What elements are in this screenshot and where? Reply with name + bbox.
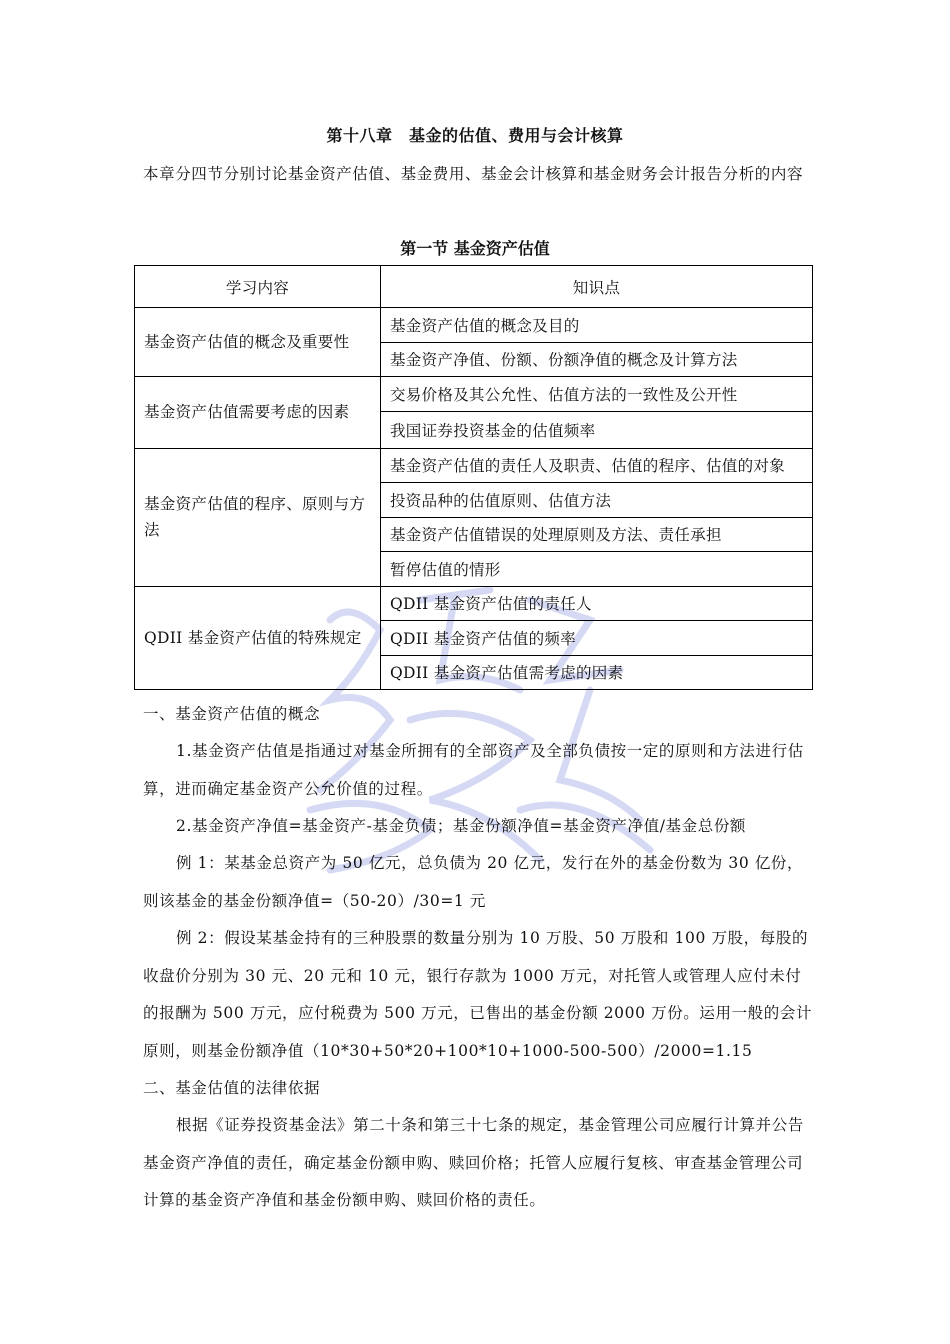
- heading-concept: 一、基金资产估值的概念: [143, 705, 321, 723]
- table-point-cell: QDII 基金资产估值的频率: [381, 621, 813, 656]
- column-header-topic: 学习内容: [135, 266, 381, 308]
- table-point-cell: 暂停估值的情形: [381, 552, 813, 587]
- table-point-cell: 我国证券投资基金的估值频率: [381, 411, 813, 448]
- paragraph-formula: 2.基金资产净值=基金资产-基金负债；基金份额净值=基金资产净值/基金总份额: [176, 817, 747, 835]
- chapter-intro: 本章分四节分别讨论基金资产估值、基金费用、基金会计核算和基金财务会计报告分析的内容: [143, 165, 804, 183]
- table-point-cell: 基金资产净值、份额、份额净值的概念及计算方法: [381, 342, 813, 377]
- table-topic-cell: QDII 基金资产估值的特殊规定: [135, 586, 381, 690]
- table-point-cell: 投资品种的估值原则、估值方法: [381, 483, 813, 518]
- section-title: 第一节 基金资产估值: [400, 239, 550, 258]
- table-point-cell: 交易价格及其公允性、估值方法的一致性及公开性: [381, 377, 813, 412]
- table-point-cell: 基金资产估值的概念及目的: [381, 308, 813, 343]
- table-point-cell: QDII 基金资产估值的责任人: [381, 586, 813, 621]
- paragraph-example-2: 例 2：假设某基金持有的三种股票的数量分别为 10 万股、50 万股和 100 万股，每股的收盘价分别为 30 元、20 元和 10 元，银行存款为 1000 万元，对托管人或管理人应付未付的报酬为 500 万元，应付税费为 500 万元，已售出的基金份额 2000 万份。运用一般的会计原则，则基金份额净值（10*30+50*20+100*10+1000-500-500）/2000=1.15: [143, 929, 813, 1060]
- chapter-title: 第十八章 基金的估值、费用与会计核算: [326, 126, 624, 145]
- table-topic-cell: 基金资产估值的程序、原则与方法: [135, 448, 381, 586]
- column-header-points: 知识点: [381, 266, 813, 308]
- paragraph-example-1: 例 1：某基金总资产为 50 亿元，总负债为 20 亿元，发行在外的基金份数为 30 亿份，则该基金的基金份额净值=（50-20）/30=1 元: [143, 854, 804, 910]
- table-point-cell: 基金资产估值的责任人及职责、估值的程序、估值的对象: [381, 448, 813, 483]
- knowledge-table: [134, 265, 813, 690]
- table-topic-cell: 基金资产估值需要考虑的因素: [135, 377, 381, 449]
- table-topic-cell: 基金资产估值的概念及重要性: [135, 308, 381, 377]
- heading-legal-basis: 二、基金估值的法律依据: [143, 1079, 321, 1097]
- paragraph-definition: 1.基金资产估值是指通过对基金所拥有的全部资产及全部负债按一定的原则和方法进行估算，进而确定基金资产公允价值的过程。: [143, 742, 804, 798]
- table-row: [135, 448, 813, 483]
- paragraph-legal-basis: 根据《证券投资基金法》第二十条和第三十七条的规定，基金管理公司应履行计算并公告基金资产净值的责任，确定基金份额申购、赎回价格；托管人应履行复核、审查基金管理公司计算的基金资产净值和基金份额申购、赎回价格的责任。: [143, 1116, 804, 1209]
- table-row: [135, 586, 813, 621]
- table-row: [135, 308, 813, 343]
- table-point-cell: 基金资产估值错误的处理原则及方法、责任承担: [381, 517, 813, 552]
- table-header-row: [135, 266, 813, 308]
- table-row: [135, 377, 813, 412]
- table-point-cell: QDII 基金资产估值需考虑的因素: [381, 655, 813, 690]
